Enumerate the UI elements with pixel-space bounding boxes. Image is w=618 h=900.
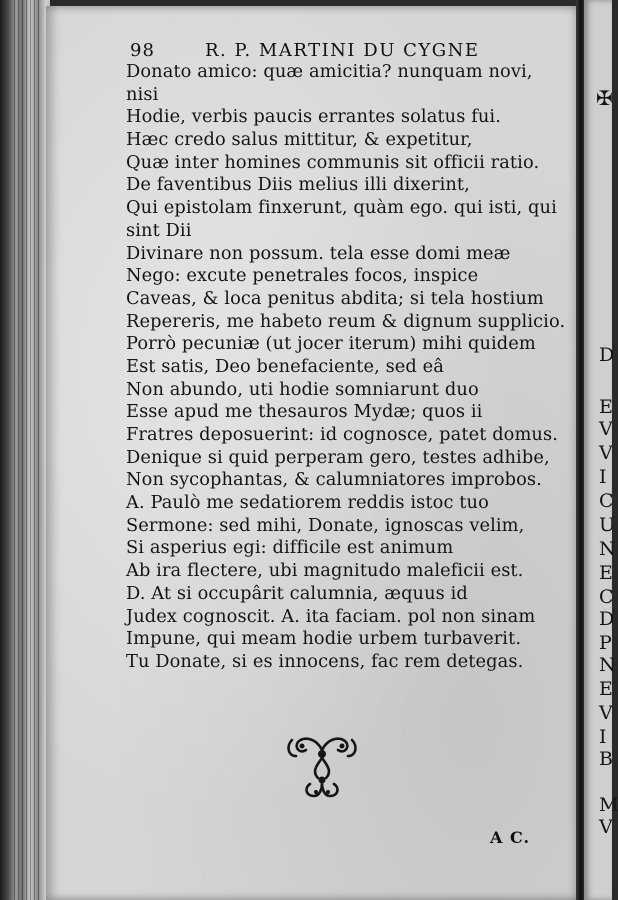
book-binding [0,0,50,900]
next-page-letter: I [599,466,607,488]
text-line: Sermone: sed mihi, Donate, ignoscas velim, [126,514,525,536]
text-line: Esse apud me thesauros Mydæ; quos ii [126,401,483,423]
next-page-letter: D [599,344,615,366]
text-line: Tu Donate, si es innocens, fac rem detegas. [126,650,524,672]
text-line: Judex cognoscit. A. ita faciam. pol non sinam [126,605,536,627]
next-page-letter: N [599,538,616,560]
page-number: 98 [130,40,155,61]
next-page-letter: C [599,490,614,512]
text-line: Si asperius egi: difficile est animum [126,537,454,559]
next-page-ornament-icon: ✠ [596,86,613,110]
text-line: Donato amico: quæ amicitia? nunquam novi, [126,61,533,82]
next-page-letter: M [599,794,618,816]
text-line: Non sycophantas, & calumniatores improbos. [126,469,542,491]
verse-text-block [126,61,566,674]
next-page-letter: V [599,442,613,464]
next-page-letter: E [599,562,613,584]
binding-edge-lines [14,0,40,900]
next-page-letter: N [599,654,616,676]
next-page-letter: P [599,632,612,654]
text-line: Fratres deposuerint: id cognosce, patet domus. [126,424,558,445]
next-page-letter: U [599,514,616,536]
text-line: Hæc credo salus mittitur, & expetitur, [126,129,473,151]
text-line: nisi [126,83,159,105]
text-line: Impune, qui meam hodie urbem turbaverit. [126,628,522,650]
text-line: Hodie, verbis paucis errantes solatus fui. [126,106,501,128]
catchword: A C. [490,828,531,847]
text-line: Caveas, & loca penitus abdita; si tela hostium [126,287,544,309]
next-page-letter: V [599,418,613,440]
fleuron-ornament-icon [282,728,362,802]
text-line: sint Dii [126,219,192,241]
text-line: Porrò pecuniæ (ut jocer iterum) mihi quidem [126,333,536,355]
text-line: D. At si occupârit calumnia, æquus id [126,582,468,604]
text-line: Denique si quid perperam gero, testes adhibe, [126,446,550,468]
text-line: Non abundo, uti hodie somniarunt duo [126,378,479,400]
text-line: Qui epistolam finxerunt, quàm ego. qui isti, qui [126,197,557,219]
text-line: Nego: excute penetrales focos, inspice [126,265,479,287]
next-page-letter: D [599,608,615,630]
next-page-letter: E [599,396,613,418]
running-title: R. P. MARTINI DU CYGNE [205,40,480,61]
next-page-letter: V [599,702,613,724]
text-line: Divinare non possum. tela esse domi meæ [126,242,511,264]
page-gutter [576,0,584,900]
next-page-letter: B [599,748,613,770]
next-page-letter: E [599,678,613,700]
text-line: Repereris, me habeto reum & dignum supplicio. [126,310,566,332]
text-line: A. Paulò me sedatiorem reddis istoc tuo [126,492,489,514]
next-page-edge [584,0,618,900]
next-page-letter: I [599,726,607,748]
text-line: Est satis, Deo benefaciente, sed eâ [126,355,444,377]
next-page-letter: C [599,586,614,608]
next-page-letter: V [599,816,613,838]
text-line: De faventibus Diis melius illi dixerint, [126,174,470,196]
text-line: Ab ira flectere, ubi magnitudo maleficii est. [126,560,524,582]
text-line: Quæ inter homines communis sit officii ratio. [126,151,540,173]
